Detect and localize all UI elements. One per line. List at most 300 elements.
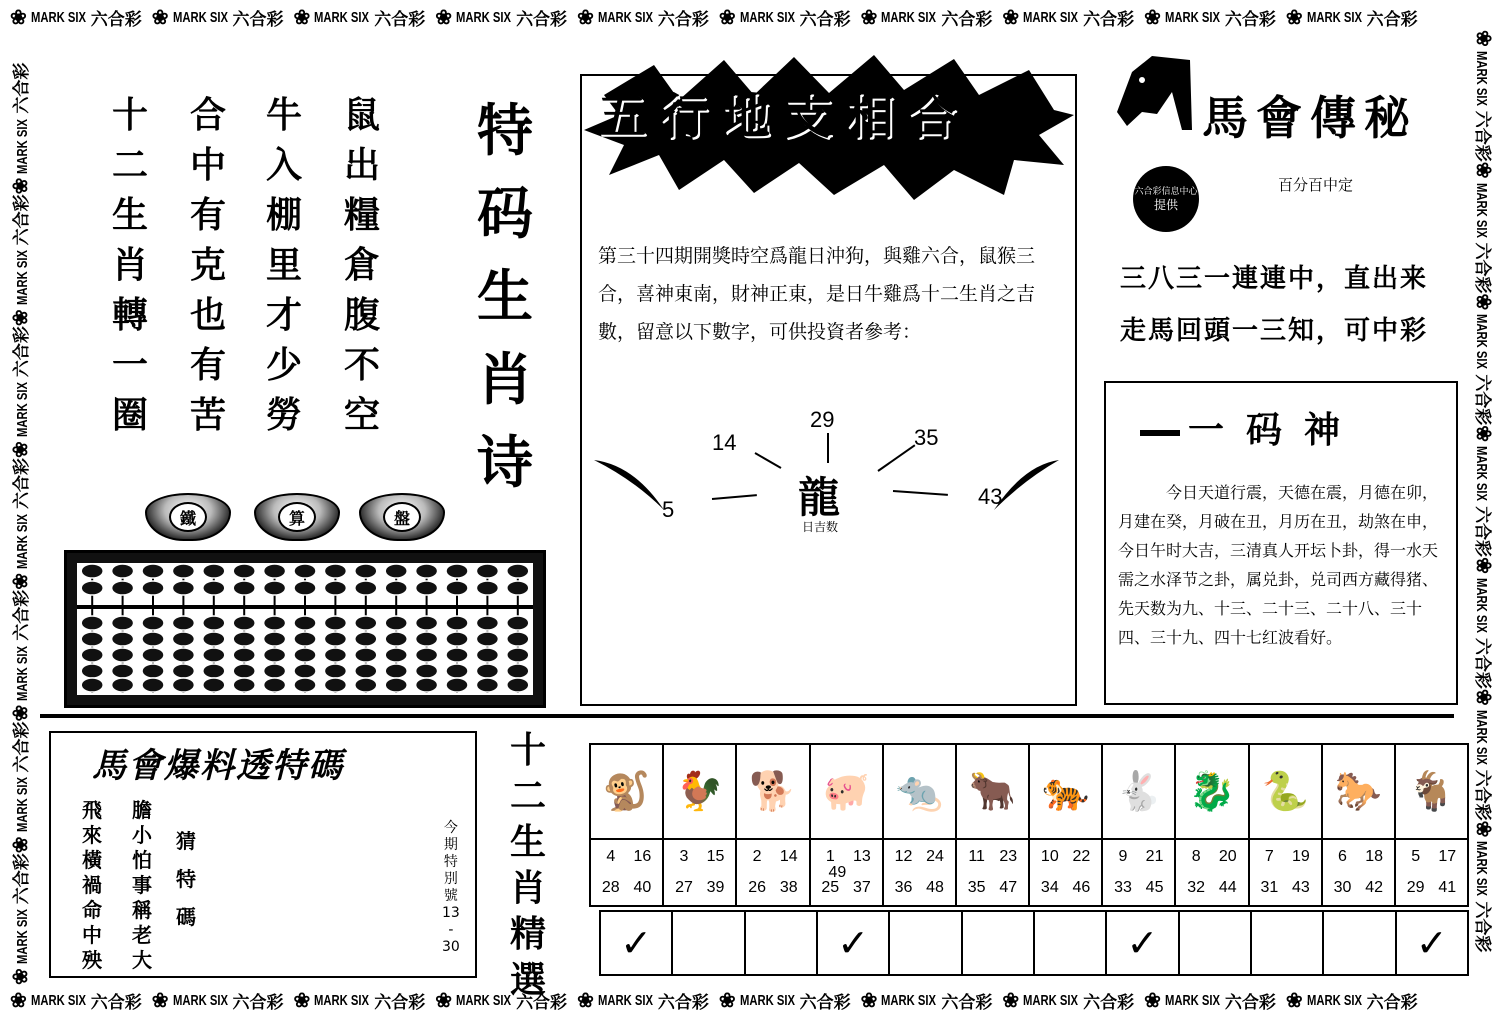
brand-en: MARK SIX	[739, 8, 795, 26]
abacus-bead	[446, 648, 468, 662]
brand-en: MARK SIX	[14, 645, 31, 701]
note-char: 期	[443, 837, 458, 853]
banner-unit	[7, 63, 33, 195]
poem-char: 圈	[111, 394, 148, 436]
zodiac-number: 28	[601, 878, 620, 896]
banner-unit	[1144, 988, 1276, 1013]
flower-icon: ❀	[577, 989, 594, 1012]
check-cell	[601, 912, 673, 974]
brand-cn: 六合彩	[516, 992, 568, 1012]
baoliao-char: 橫	[82, 848, 102, 872]
zodiac-number: 24	[926, 848, 944, 866]
note-char: -	[448, 922, 454, 938]
abacus-bead	[142, 632, 164, 646]
flower-icon: ❀	[10, 968, 32, 985]
brand-cn: 六合彩	[12, 457, 31, 509]
note-char: 特	[443, 854, 458, 870]
abacus-bead	[172, 632, 194, 646]
banner-unit	[7, 458, 33, 590]
brand-en: MARK SIX	[1164, 991, 1220, 1009]
rooster-icon: 🐓	[664, 745, 735, 840]
flower-icon: ❀	[1472, 557, 1494, 574]
poem-char: 牛	[265, 94, 302, 136]
zodiac-numbers	[1030, 840, 1101, 905]
poem-title-char: 肖	[477, 348, 533, 413]
check-cell	[890, 912, 962, 974]
rat-icon: 🐀	[884, 745, 955, 840]
abacus-bead	[203, 664, 225, 678]
brand-cn: 六合彩	[90, 9, 142, 29]
poem-char: 勞	[265, 394, 302, 436]
poem-char: 合	[189, 94, 226, 136]
flower-icon: ❀	[435, 6, 453, 29]
dial-center: 龍	[798, 473, 841, 522]
section-divider	[40, 714, 1454, 718]
bottom-banner	[10, 985, 1475, 1015]
brand-cn: 六合彩	[1473, 769, 1492, 821]
brand-en: MARK SIX	[1473, 314, 1490, 370]
abacus-bead	[324, 632, 346, 646]
check-cell	[818, 912, 890, 974]
brand-cn: 六合彩	[1473, 242, 1492, 294]
brand-cn: 六合彩	[1473, 374, 1492, 426]
abacus-bead	[233, 581, 255, 595]
brand-en: MARK SIX	[1473, 50, 1490, 106]
poem-line-4	[108, 90, 152, 440]
zodiac-numbers	[591, 840, 662, 905]
flower-icon: ❀	[1472, 30, 1494, 47]
baoliao-char: 膽	[132, 798, 152, 822]
abacus-bead	[446, 581, 468, 595]
baoliao-char: 事	[132, 873, 152, 897]
brand-cn: 六合彩	[12, 721, 31, 773]
brand-en: MARK SIX	[30, 8, 86, 26]
brand-en: MARK SIX	[14, 777, 31, 833]
abacus-bead	[507, 678, 529, 692]
lucky-number: 35	[914, 425, 939, 450]
abacus-bead	[81, 678, 103, 692]
brand-cn: 六合彩	[1473, 637, 1492, 689]
ingot-1: 鐵	[145, 493, 231, 541]
check-cell	[963, 912, 1035, 974]
abacus-bead	[233, 564, 255, 578]
abacus-bead	[172, 664, 194, 678]
abacus-bead	[385, 616, 407, 630]
banner-unit	[1471, 557, 1497, 689]
zodiac-number: 25	[821, 878, 840, 896]
zodiac-number: 35	[967, 878, 986, 896]
brand-cn: 六合彩	[516, 9, 568, 29]
abacus-bead	[142, 664, 164, 678]
check-cell	[1324, 912, 1396, 974]
dial-sub: 日吉数	[802, 520, 839, 534]
abacus-bead	[355, 664, 377, 678]
horse-verse-2: 走馬回頭一三知，可中彩	[1120, 316, 1429, 346]
check-cell	[746, 912, 818, 974]
abacus-bead	[233, 632, 255, 646]
abacus-bead	[264, 664, 286, 678]
flower-icon: ❀	[718, 6, 736, 29]
brand-cn: 六合彩	[12, 62, 31, 114]
abacus-bead	[264, 581, 286, 595]
zodiac-number: 33	[1114, 878, 1132, 896]
zodiac-number: 8	[1191, 848, 1201, 866]
brand-en: MARK SIX	[14, 250, 31, 306]
brand-cn: 六合彩	[799, 992, 851, 1012]
zodiac-number: 5	[1411, 848, 1421, 866]
zodiac-column	[1250, 745, 1323, 905]
selection-char: 選	[510, 960, 547, 1001]
abacus-bead	[416, 564, 438, 578]
baoliao-col-3	[176, 822, 196, 936]
flower-icon: ❀	[151, 6, 169, 29]
flower-icon: ❀	[577, 6, 594, 29]
baoliao-char: 稱	[132, 898, 152, 922]
flower-icon: ❀	[10, 572, 32, 590]
zodiac-table	[589, 743, 1469, 907]
special-number-note	[442, 820, 460, 956]
brand-en: MARK SIX	[14, 118, 31, 174]
brand-en: MARK SIX	[597, 8, 653, 26]
percent-text: 百分百中定	[1278, 176, 1354, 194]
check-mark-icon: ✓	[1415, 921, 1448, 965]
abacus-bead	[446, 664, 468, 678]
brand-cn: 六合彩	[374, 992, 426, 1012]
zodiac-column	[811, 745, 884, 905]
ingot-2: 算	[254, 493, 340, 541]
brand-en: MARK SIX	[1473, 709, 1490, 765]
abacus-bead	[142, 678, 164, 692]
brand-cn: 六合彩	[941, 9, 993, 29]
abacus-bead	[507, 664, 529, 678]
baoliao-char: 禍	[82, 873, 102, 897]
baoliao-char: 命	[82, 898, 102, 922]
brand-en: MARK SIX	[314, 991, 370, 1009]
brand-cn: 六合彩	[799, 9, 851, 29]
flower-icon: ❀	[10, 6, 27, 29]
abacus-bead	[476, 564, 498, 578]
abacus-bead	[142, 616, 164, 630]
zodiac-number: 45	[1145, 878, 1164, 896]
poem-char: 棚	[265, 194, 302, 236]
flower-icon: ❀	[1285, 989, 1303, 1012]
abacus-bead	[81, 648, 103, 662]
brand-en: MARK SIX	[14, 909, 31, 965]
wuxing-paragraph: 第三十四期開獎時空爲龍日沖狗，與雞六合，鼠猴三合，喜神東南，財神正東，是日牛雞爲十二生肖之吉數，留意以下數字，可供投資者參考：	[598, 245, 1036, 343]
abacus-bead	[446, 678, 468, 692]
abacus-bead	[355, 632, 377, 646]
abacus-bead	[81, 616, 103, 630]
brand-en: MARK SIX	[172, 991, 228, 1009]
abacus-bead	[112, 632, 134, 646]
zodiac-number: 32	[1187, 878, 1206, 896]
flower-icon: ❀	[1472, 820, 1494, 838]
wuxing-headline: 五行地支相合	[598, 89, 971, 145]
brand-en: MARK SIX	[1473, 577, 1490, 633]
baoliao-title: 馬會爆料透特碼	[92, 746, 344, 786]
poem-char: 苦	[189, 394, 226, 436]
rabbit-icon: 🐇	[1103, 745, 1174, 840]
poem-char: 二	[111, 144, 148, 186]
zodiac-column	[664, 745, 737, 905]
check-cell	[1252, 912, 1324, 974]
zodiac-number: 14	[779, 848, 798, 866]
tiger-icon: 🐅	[1030, 745, 1101, 840]
flower-icon: ❀	[10, 441, 32, 458]
abacus-bead	[81, 632, 103, 646]
zodiac-number: 44	[1218, 878, 1237, 896]
zodiac-number: 15	[706, 848, 725, 866]
banner-unit	[7, 194, 33, 326]
zodiac-number: 41	[1438, 878, 1457, 896]
abacus-image	[64, 550, 546, 708]
zodiac-number: 12	[894, 848, 913, 866]
poem-title-char: 特	[477, 99, 533, 164]
flower-icon: ❀	[435, 989, 453, 1012]
zodiac-column	[1030, 745, 1103, 905]
abacus-bead	[264, 632, 286, 646]
check-mark-icon: ✓	[1126, 921, 1159, 965]
banner-unit	[152, 5, 284, 30]
zodiac-number: 20	[1218, 848, 1237, 866]
abacus-bead	[264, 678, 286, 692]
yima-text: 今日天道行震，天德在震，月德在卯，月建在癸，月破在丑，月历在丑，劫煞在申，今日午时大吉，三清真人开坛卜卦，得一水天需之水泽节之卦，属兑卦，兑司西方藏得猪、先天数为九、十三、二十三、二十八、三十四、三十九、四十七红波看好。	[1118, 483, 1439, 647]
poem-char: 腹	[343, 294, 380, 336]
zodiac-column	[737, 745, 810, 905]
abacus-bead	[172, 616, 194, 630]
banner-unit	[861, 5, 993, 30]
baoliao-char: 猜	[176, 829, 196, 853]
brand-en: MARK SIX	[30, 991, 86, 1009]
zodiac-column	[1323, 745, 1396, 905]
banner-unit	[7, 853, 33, 985]
poem-char: 轉	[111, 294, 148, 336]
brand-en: MARK SIX	[1023, 8, 1079, 26]
flower-icon: ❀	[10, 177, 32, 195]
banner-unit	[7, 721, 33, 853]
abacus-bead	[416, 664, 438, 678]
zodiac-number: 38	[779, 878, 798, 896]
zodiac-number: 16	[633, 848, 652, 866]
brand-cn: 六合彩	[657, 9, 709, 29]
abacus-bead	[264, 616, 286, 630]
zodiac-number: 40	[633, 878, 652, 896]
zodiac-number: 1	[825, 848, 835, 866]
flower-icon: ❀	[293, 6, 311, 29]
abacus-bead	[294, 664, 316, 678]
baoliao-col-2	[132, 798, 152, 973]
brand-cn: 六合彩	[232, 9, 284, 29]
abacus-bead	[385, 564, 407, 578]
poem-char: 克	[189, 244, 226, 286]
brand-cn: 六合彩	[1083, 9, 1135, 29]
brand-cn: 六合彩	[12, 853, 31, 905]
banner-unit	[719, 988, 851, 1013]
banner-unit	[1471, 821, 1497, 953]
brand-cn: 六合彩	[1083, 992, 1135, 1012]
brand-en: MARK SIX	[739, 991, 795, 1009]
abacus-bead	[233, 678, 255, 692]
abacus-bead	[385, 664, 407, 678]
abacus-bead	[233, 648, 255, 662]
flower-icon: ❀	[151, 989, 169, 1012]
zodiac-numbers	[737, 840, 808, 905]
zodiac-number: 22	[1072, 848, 1091, 866]
zodiac-number: 2	[752, 848, 762, 866]
lucky-number: 43	[978, 484, 1003, 509]
brand-cn: 六合彩	[657, 992, 709, 1012]
abacus-bead	[294, 648, 316, 662]
brand-en: MARK SIX	[1473, 446, 1490, 502]
banner-unit	[1002, 5, 1134, 30]
abacus-bead	[294, 564, 316, 578]
abacus-bead	[142, 564, 164, 578]
dog-icon: 🐕	[737, 745, 808, 840]
flower-icon: ❀	[293, 989, 311, 1012]
zodiac-number: 9	[1118, 848, 1128, 866]
abacus-bead	[112, 564, 134, 578]
brand-cn: 六合彩	[1366, 9, 1418, 29]
abacus-bead	[233, 664, 255, 678]
banner-unit	[435, 988, 567, 1013]
pig-icon: 🐖	[811, 745, 882, 840]
flower-icon: ❀	[1002, 6, 1020, 29]
abacus-bead	[476, 616, 498, 630]
abacus-bead	[81, 581, 103, 595]
horse-title: 馬會傳秘	[1202, 91, 1418, 145]
zodiac-column	[1396, 745, 1467, 905]
abacus-bead	[385, 648, 407, 662]
abacus-bead	[385, 678, 407, 692]
zodiac-number: 19	[1292, 848, 1310, 866]
brand-cn: 六合彩	[1473, 901, 1492, 953]
abacus-bead	[142, 648, 164, 662]
abacus-bead	[264, 648, 286, 662]
selection-char: 二	[510, 776, 547, 817]
baoliao-char: 特	[176, 867, 196, 891]
abacus-bead	[476, 648, 498, 662]
poem-title-char: 诗	[477, 431, 533, 496]
brand-cn: 六合彩	[1224, 992, 1276, 1012]
zodiac-numbers	[1176, 840, 1247, 905]
brand-en: MARK SIX	[456, 8, 512, 26]
brand-en: MARK SIX	[456, 991, 512, 1009]
baoliao-col-1	[82, 798, 102, 973]
abacus-bead	[446, 564, 468, 578]
flower-icon: ❀	[1472, 293, 1494, 311]
zodiac-number: 46	[1072, 878, 1091, 896]
zodiac-column	[1103, 745, 1176, 905]
zodiac-number: 42	[1365, 878, 1383, 896]
abacus-bead	[294, 678, 316, 692]
abacus-bead	[416, 632, 438, 646]
brand-en: MARK SIX	[597, 991, 653, 1009]
zodiac-number: 31	[1260, 878, 1279, 896]
baoliao-char: 大	[132, 948, 152, 972]
poem-title-char: 生	[477, 265, 533, 330]
banner-unit	[1471, 294, 1497, 426]
poem-char: 糧	[343, 194, 380, 236]
abacus-bead	[324, 678, 346, 692]
zodiac-number: 39	[706, 878, 725, 896]
check-cell	[673, 912, 745, 974]
brand-cn: 六合彩	[12, 589, 31, 641]
horse-verse-1: 三八三一連連中，直出来	[1120, 264, 1429, 294]
abacus-bead	[355, 648, 377, 662]
horse-head-icon	[1112, 52, 1192, 132]
abacus-bead	[112, 678, 134, 692]
brand-en: MARK SIX	[1473, 841, 1490, 897]
brand-cn: 六合彩	[374, 9, 426, 29]
abacus-bead	[112, 648, 134, 662]
flower-icon: ❀	[10, 989, 27, 1012]
brand-cn: 六合彩	[12, 194, 31, 246]
abacus-bead	[355, 678, 377, 692]
lucky-number: 5	[662, 497, 675, 522]
abacus-bead	[507, 616, 529, 630]
banner-unit	[577, 988, 709, 1013]
abacus-bead	[172, 581, 194, 595]
abacus-bead	[385, 632, 407, 646]
poem-char: 十	[111, 94, 148, 136]
poem-char: 不	[343, 344, 380, 386]
abacus-bead	[81, 664, 103, 678]
zodiac-number: 21	[1145, 848, 1164, 866]
abacus-bead	[294, 616, 316, 630]
zodiac-numbers	[1323, 840, 1394, 905]
abacus-bead	[203, 616, 225, 630]
flower-icon: ❀	[10, 704, 32, 722]
zodiac-number: 11	[968, 848, 985, 866]
title-bar	[1140, 430, 1180, 436]
baoliao-char: 中	[82, 923, 102, 947]
abacus-bead	[476, 581, 498, 595]
ray	[827, 433, 829, 463]
zodiac-number: 30	[1333, 878, 1352, 896]
yima-title: 一码神	[1140, 402, 1362, 453]
flower-icon: ❀	[1472, 161, 1494, 179]
poem-line-2	[262, 90, 306, 440]
zodiac-number: 3	[679, 848, 689, 866]
abacus-bead	[355, 564, 377, 578]
abacus-bead	[385, 581, 407, 595]
brand-cn: 六合彩	[232, 992, 284, 1012]
selection-char: 肖	[510, 868, 547, 909]
zodiac-number: 27	[675, 878, 693, 896]
banner-unit	[719, 5, 851, 30]
abacus-bead	[203, 648, 225, 662]
ox-icon: 🐂	[957, 745, 1028, 840]
baoliao-char: 殃	[82, 948, 102, 972]
zodiac-number: 43	[1292, 878, 1310, 896]
abacus-bead	[172, 564, 194, 578]
flower-icon: ❀	[860, 989, 878, 1012]
abacus-bead	[324, 581, 346, 595]
poem-char: 出	[343, 144, 380, 186]
banner-unit	[10, 5, 142, 30]
zodiac-column	[591, 745, 664, 905]
banner-unit	[577, 5, 709, 30]
abacus-bead	[355, 581, 377, 595]
zodiac-number: 23	[999, 848, 1018, 866]
abacus-bead	[203, 564, 225, 578]
baoliao-char: 碼	[176, 905, 196, 929]
poem-char: 空	[343, 394, 380, 436]
brand-cn: 六合彩	[1473, 506, 1492, 558]
zodiac-number: 18	[1365, 848, 1383, 866]
brand-cn: 六合彩	[1366, 992, 1418, 1012]
flower-icon: ❀	[1472, 425, 1494, 443]
